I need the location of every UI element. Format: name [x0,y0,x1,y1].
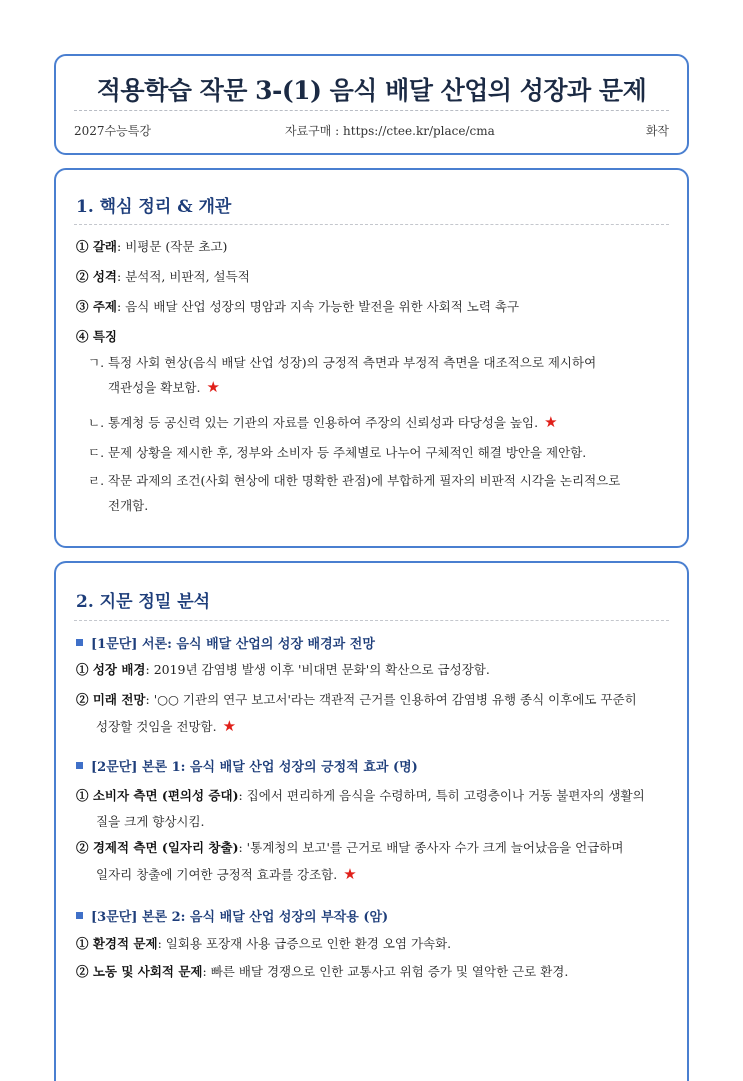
analysis-item [76,959,669,985]
feature-item [88,350,669,400]
item-label: ② 노동 및 사회적 문제 [76,964,203,979]
feature-text: 문제 상황을 제시한 후, 정부와 소비자 등 주체별로 나누어 구체적인 해결 방안을 제안함. [108,445,587,460]
feature-text-cont: 객관성을 확보함. [108,380,201,395]
item-text: : '통계청의 보고'를 근거로 배달 종사자 수가 크게 늘어났음을 언급하며 [238,840,624,855]
header-box [54,54,689,155]
item-text: : 2019년 감염병 발생 이후 '비대면 문화'의 확산으로 급성장함. [145,662,490,677]
item-text-cont: 질을 크게 향상시킴. [96,814,205,829]
item-label: ① 성장 배경 [76,662,146,677]
square-bullet-icon [76,912,83,919]
star-icon: ★ [206,378,220,396]
item-label: ② 성격 [76,269,118,284]
section-title: 2. 지문 정밀 분석 [76,592,211,612]
feature-item [88,410,669,435]
section-analysis [54,561,689,1081]
section-divider [74,620,669,621]
item-label: ① 소비자 측면 (편의성 증대) [76,788,239,803]
item-label: ③ 주제 [76,299,118,314]
feature-item [88,468,669,518]
item-character [76,264,669,290]
section-overview [54,168,689,548]
feature-mark: ㄹ. [88,473,105,488]
star-icon: ★ [343,865,357,883]
analysis-item [76,931,669,957]
page-title: 적용학습 작문 3-(1) 음식 배달 산업의 성장과 문제 [96,76,647,105]
item-text: : 집에서 편리하게 음식을 수령하며, 특히 고령층이나 거동 불편자의 생활의 [238,788,645,803]
item-genre [76,234,669,260]
feature-text: 특정 사회 현상(음식 배달 산업 성장)의 긍정적 측면과 부정적 측면을 대조적으로 제시하여 [108,355,597,370]
paragraph-heading: [2문단] 본론 1: 음식 배달 산업 성장의 긍정적 효과 (명) [76,756,418,775]
item-text: : 일회용 포장재 사용 급증으로 인한 환경 오염 가속화. [157,936,452,951]
item-label: ② 미래 전망 [76,692,146,707]
title-divider [74,110,669,111]
item-text: : '○○ 기관의 연구 보고서'라는 객관적 근거를 인용하여 감염병 유행 종식 이후에도 꾸준히 [145,692,637,707]
paragraph-heading: [1문단] 서론: 음식 배달 산업의 성장 배경과 전망 [76,633,375,652]
item-features [76,324,669,350]
analysis-item [76,657,669,683]
item-text-cont: 일자리 창출에 기여한 긍정적 효과를 강조함. [96,867,338,882]
section-title: 1. 핵심 정리 & 개관 [76,197,232,217]
section-divider [74,224,669,225]
feature-mark: ㄱ. [88,355,105,370]
item-text: : 분석적, 비판적, 설득적 [117,269,250,284]
square-bullet-icon [76,762,83,769]
item-text: : 음식 배달 산업 성장의 명암과 지속 가능한 발전을 위한 사회적 노력 촉구 [117,299,520,314]
feature-item [88,440,669,465]
star-icon: ★ [544,413,558,431]
feature-text: 통계청 등 공신력 있는 기관의 자료를 인용하여 주장의 신뢰성과 타당성을 높임. [108,415,539,430]
feature-text-cont: 전개함. [108,498,149,513]
item-label: ④ 특징 [76,329,118,344]
item-text: : 빠른 배달 경쟁으로 인한 교통사고 위험 증가 및 열악한 근로 환경. [202,964,569,979]
item-label: ① 환경적 문제 [76,936,158,951]
item-text: : 비평문 (작문 초고) [117,239,228,254]
subject-name: 화작 [645,124,669,138]
paragraph-heading: [3문단] 본론 2: 음식 배달 산업 성장의 부작용 (암) [76,906,388,925]
analysis-item [76,835,669,888]
feature-mark: ㄷ. [88,445,105,460]
star-icon: ★ [222,717,237,735]
feature-mark: ㄴ. [88,415,105,430]
item-theme [76,294,669,320]
book-name: 2027수능특강 [74,124,151,138]
purchase-info: 자료구매 : https://ctee.kr/place/cma [285,124,495,138]
item-label: ① 갈래 [76,239,118,254]
item-text-cont: 성장할 것임을 전망함. [96,719,217,734]
analysis-item [76,687,669,740]
item-label: ② 경제적 측면 (일자리 창출) [76,840,239,855]
analysis-item [76,783,669,835]
square-bullet-icon [76,639,83,646]
feature-text: 작문 과제의 조건(사회 현상에 대한 명확한 관점)에 부합하게 필자의 비판적 시각을 논리적으로 [108,473,621,488]
